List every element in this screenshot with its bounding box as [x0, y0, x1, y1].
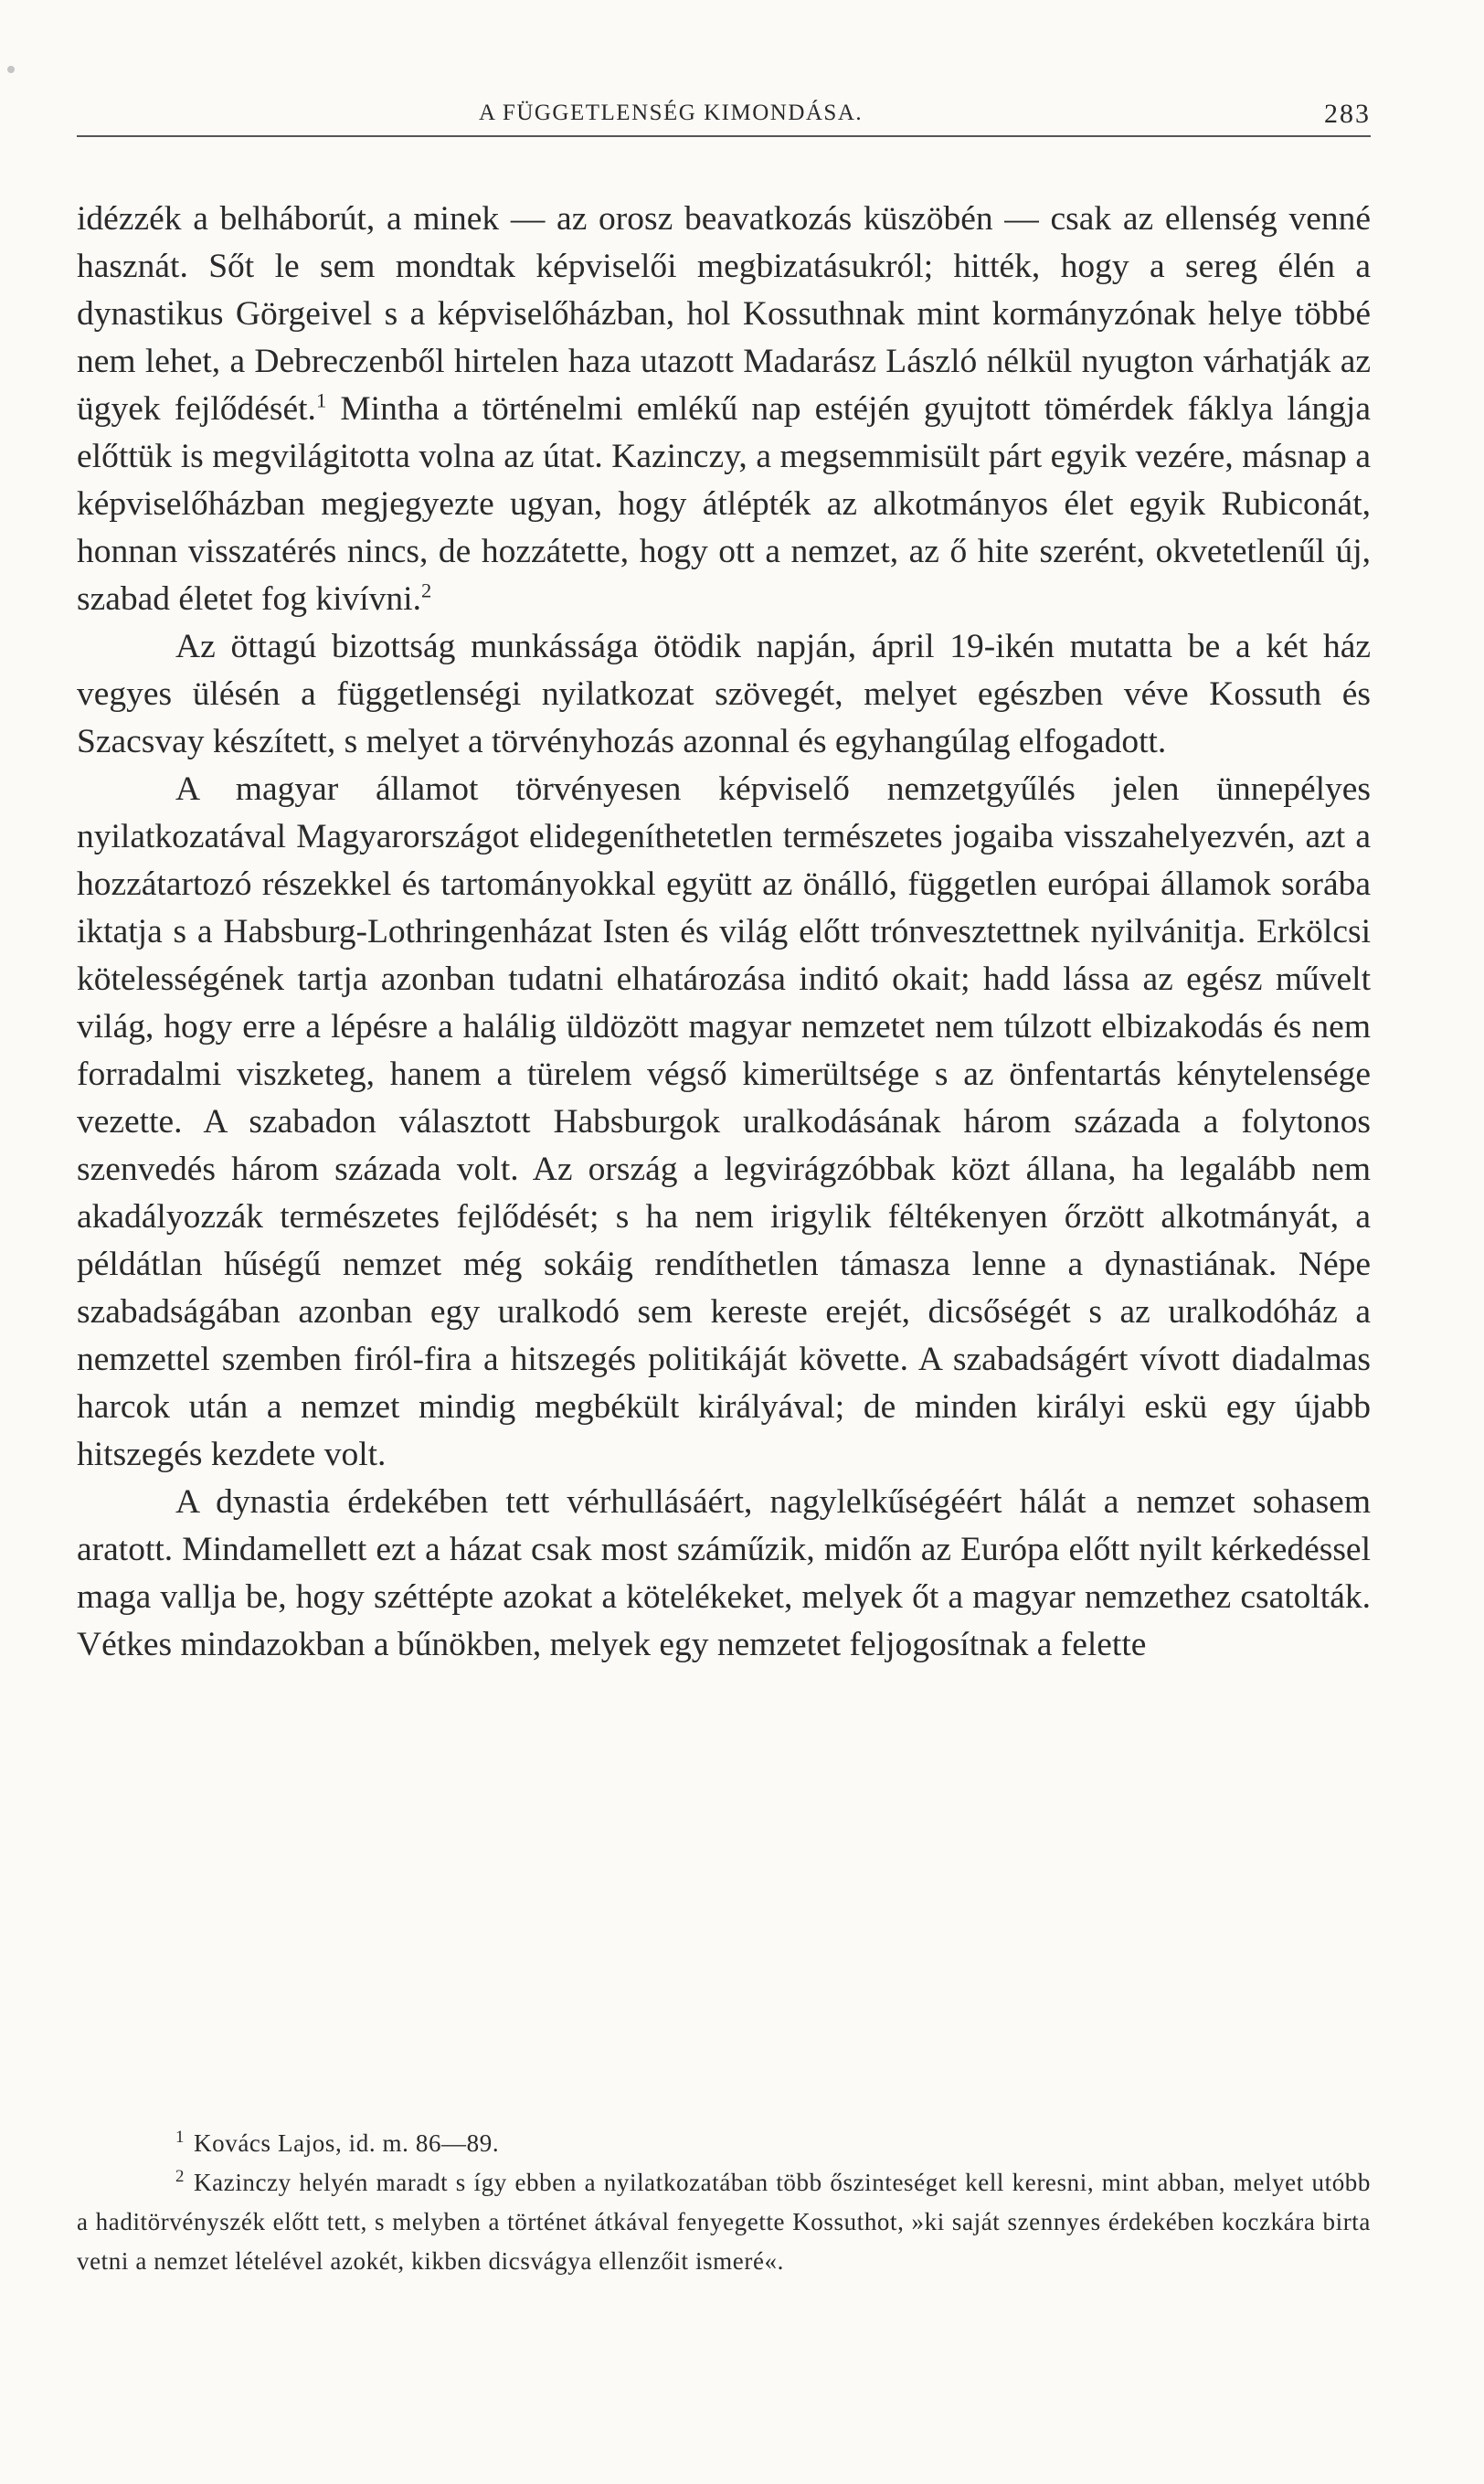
footnote-1: [77, 2124, 1371, 2163]
paragraph-3: A magyar államot törvényesen képviselő nemzetgyűlés jelen ünnepélyes nyilatkozatával Magyarországot elidegeníthetetlen természetes jogaiba visszahelyezvén, azt a hozzátartozó részekkel és tartományokkal együtt az önálló, független európai államok sorába iktatja s a Habsburg-Lothringenházat Isten és világ előtt trónvesztettnek nyilvánitja. Erkölcsi kötelességének tartja azonban tudatni elhatározása inditó okait; hadd lássa az egész művelt világ, hogy erre a lépésre a halálig üldözött magyar nemzetet nem túlzott elbizakodás és nem forradalmi viszketeg, hanem a türelem végső kimerültsége s az önfentartás kénytelensége vezette. A szabadon választott Habsburgok uralkodásának három százada a folytonos szenvedés három százada volt. Az ország a legvirágzóbbak közt állana, ha legalább nem akadályozzák természetes fejlődését; s ha nem irigylik féltékenyen őrzött alkotmányát, a példátlan hűségű nemzet még sokáig rendíthetlen támasza lenne a dynastiának. Népe szabadságában azonban egy uralkodó sem kereste erejét, dicsőségét s az uralkodóház a nemzettel szemben firól-fira a hitszegés politikáját követte. A szabadságért vívott diadalmas harcok után a nemzet mindig megbékült királyával; de minden királyi eskü egy újabb hitszegés kezdete volt.: [77, 770, 1371, 1473]
footnote-2: [77, 2163, 1371, 2281]
book-page: [77, 91, 1371, 2275]
footnote-text: Kazinczy helyén maradt s így ebben a nyilatkozatában több őszinteséget kell keresni, mint abban, melyet utóbb a haditörvényszék előtt tett, s melyben a történet átkával fenyegette Kossuthot, »ki saját szennyes érdekében koczkára birta vetni a nemzet lételével azokét, kikben dicsvágya ellenzőit ismeré«.: [77, 2169, 1371, 2275]
paragraph-2: Az öttagú bizottság munkássága ötödik napján, ápril 19-ikén mutatta be a két ház vegyes ülésén a függetlenségi nyilatkozat szövegét, melyet egészben véve Kossuth és Szacsvay készített, s melyet a törvényhozás azonnal és egyhangúlag elfogadott.: [77, 628, 1371, 760]
paragraph-4: A dynastia érdekében tett vérhullásáért, nagylelkűségéért hálát a nemzet sohasem aratott. Mindamellett ezt a házat csak most száműzik, midőn az Európa előtt nyilt kérkedéssel maga vallja be, hogy széttépte azokat a kötelékeket, melyek őt a magyar nemzethez csatolták. Vétkes mindazokban a bűnökben, melyek egy nemzetet feljogosítnak a felette: [77, 1483, 1371, 1663]
paragraph-1-text-a: idézzék a belháborút, a minek — az orosz beavatkozás küszöbén — csak az ellenség venné hasznát. Sőt le sem mondtak képviselői megbizatásukról; hitték, hogy a sereg élén a dynastikus Görgeivel s a képviselőházban, hol Kossuthnak mint kormányzónak helye többé nem lehet, a Debreczenből hirtelen haza utazott Madarász László nélkül nyugton várhatják az ügyek fejlődését.: [77, 200, 1371, 428]
footnote-mark: 1: [175, 2128, 186, 2147]
paragraph-1-text-b: Mintha a történelmi emlékű nap estéjén gyujtott tömérdek fáklya lángja előttük is megvilágitotta volna az útat. Kazinczy, a megsemmisült párt egyik vezére, másnap a képviselőházban megjegyezte ugyan, hogy átlépték az alkotmányos élet egyik Rubiconát, honnan visszatérés nincs, de hozzátette, hogy ott a nemzet, az ő hite szerént, okvetetlenűl új, szabad életet fog kivívni.: [77, 390, 1371, 618]
paragraph-1: [77, 196, 1371, 623]
header-rule: [77, 135, 1371, 137]
footnote-text: Kovács Lajos, id. m. 86—89.: [194, 2129, 500, 2157]
body-text: [77, 196, 1371, 1669]
footnote-mark: 2: [175, 2167, 186, 2186]
running-head: [77, 91, 1371, 135]
footnote-ref-2: 2: [420, 579, 432, 602]
footnote-ref-1: 1: [315, 388, 327, 412]
footnotes: [77, 2124, 1371, 2281]
chapter-title: A FÜGGETLENSÉG KIMONDÁSA.: [479, 101, 864, 125]
page-number: 283: [1324, 99, 1371, 129]
paper-speck: [7, 66, 15, 73]
